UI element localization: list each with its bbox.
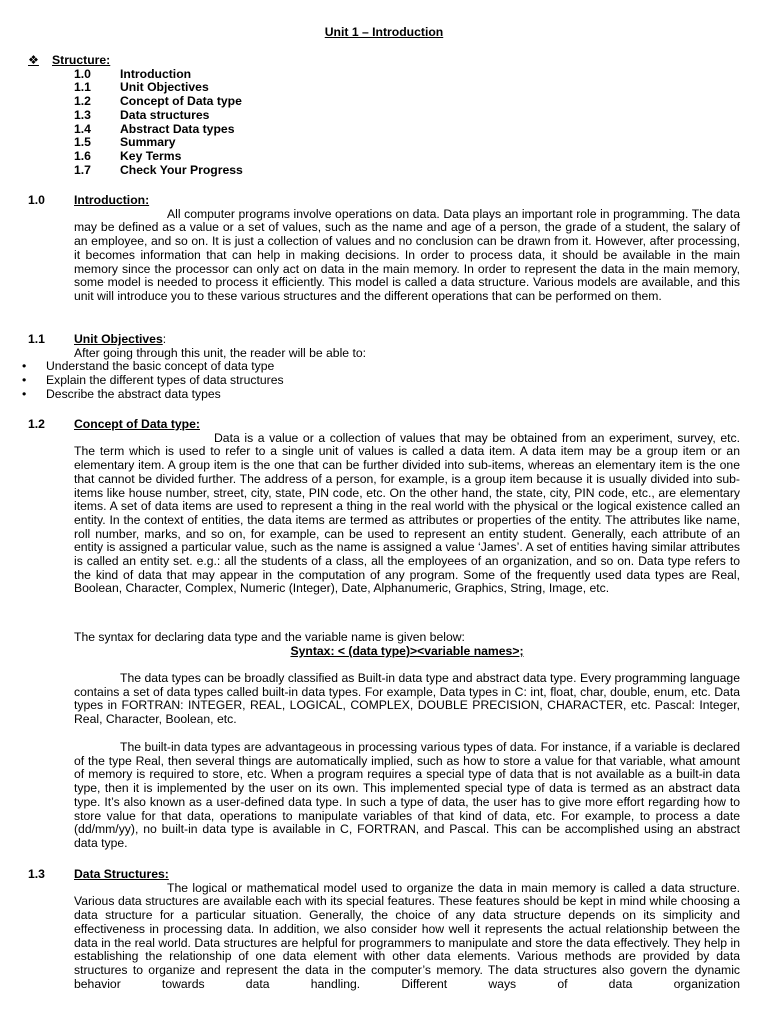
toc-number: 1.6 (74, 148, 91, 163)
section-introduction (28, 194, 740, 304)
toc-item (28, 164, 428, 178)
bullet-dot-icon: • (22, 359, 27, 374)
list-item-text: Describe the abstract data types (46, 386, 221, 401)
objectives-list (0, 360, 740, 401)
paragraph-builtin-types: The data types can be broadly classified as Built-in data type and abstract data type. Every programming language contains a set of data types called built-in data types. For example, Data types in C: int, float, char, double, enum, etc. Data types in FORTRAN: INTEGER, REAL, LOGICAL, COMPLEX, DOUBLE PRECISION, CHARACTER, etc. Pascal: Integer, Real, Character, Boolean, etc. (74, 671, 740, 727)
toc-item (28, 109, 428, 123)
bullet-dot-icon: • (22, 373, 27, 388)
toc-number: 1.1 (74, 80, 91, 95)
section-body: Data is a value or a collection of values that may be obtained from an experiment, survey, etc. The term which is used to refer to a single unit of values is called a data item. A data item may be a group item or an elementary item. A group item is the one that can be further divided into sub-items, whereas an elementary item is the one that cannot be divided further. The address of a person, for example, is a group item because it is usually divided into sub-items like house number, street, city, state, PIN code, etc. On the other hand, the state, city, PIN code, etc., are elementary items. A set of data items are used to represent a thing in the real world with the physical or the logical existence called an entity. In the context of entities, the data items are termed as attributes or properties of the entity. The attributes like name, roll number, marks, and so on, for example, can be used to represent an entity student. Generally, each attribute of an entity is assigned a particular value, such as the name is assigned a value ‘James’. A set of entities having similar attributes is called an entity set. e.g.: all the students of a class, all the employees of an organization, and so on. Data type refers to the kind of data that may appear in the computation of any program. Some of the frequently used data types are Real, Boolean, Character, Complex, Numeric (Integer), Date, Alphanumeric, Graphics, String, Image, etc. (74, 430, 740, 596)
syntax-lead: The syntax for declaring data type and the variable name is given below: (74, 630, 465, 644)
section-heading (28, 333, 740, 347)
section-title: Concept of Data type: (74, 417, 200, 431)
diamond-bullet-icon: ❖ (28, 53, 39, 67)
section-body: All computer programs involve operations on data. Data plays an important role in programming. The data may be defined as a value or a set of values, such as the name and age of a person, the grade of a student, the salary of an employee, and so on. It is just a collection of values and no conclusion can be drawn from it. However, after processing, it becomes information that can help in making decisions. In order to process data, it should be available in the main memory since the processor can only act on data in the main memory. In order to represent the data in the main memory, some model is needed to process it efficiently. This model is called a data structure. Various models are available, and this unit will introduce you to these various structures and the different operations that can be performed on them. (74, 206, 740, 303)
toc-label: Unit Objectives (120, 80, 209, 95)
structure-heading-text: Structure: (52, 53, 111, 67)
section-body: The logical or mathematical model used to organize the data in main memory is called a data structure. Various data structures are available each with its special features. These features should be kept in mind while choosing a data structure for a particular situation. Generally, the choice of any data structure depends on its simplicity and effectiveness in processing data. In addition, we also consider how well it represents the actual relationship between the data in the real world. Data structures are helpful for programmers to manipulate and store the data effectively. They help in establishing the relationship of one data element with other data elements. Various methods are provided by data structures to organize and represent the data in the computer’s memory. The data structures also govern the dynamic behavior towards data handling. Different ways of data organization (74, 880, 740, 991)
structure-list (28, 54, 428, 177)
list-item-text: Explain the different types of data structures (46, 373, 284, 388)
section-data-type (28, 418, 740, 596)
toc-number: 1.3 (74, 107, 91, 122)
toc-number: 1.2 (74, 94, 91, 109)
syntax-line: Syntax: < (data type)><variable names>; (290, 644, 524, 658)
toc-number: 1.0 (74, 66, 91, 81)
toc-label: Introduction (120, 66, 192, 81)
toc-label: Key Terms (120, 148, 182, 163)
toc-number: 1.7 (74, 162, 91, 177)
list-item-text: Understand the basic concept of data type (46, 359, 275, 374)
toc-item (28, 150, 428, 164)
toc-item (28, 81, 428, 95)
toc-number: 1.4 (74, 121, 91, 136)
section-number: 1.3 (28, 867, 45, 881)
section-title-colon: : (162, 332, 167, 346)
page-title: Unit 1 – Introduction (324, 25, 444, 39)
section-number: 1.1 (28, 332, 45, 346)
section-number: 1.2 (28, 417, 45, 431)
section-data-structures (28, 868, 740, 991)
section-objectives (22, 332, 740, 402)
objectives-lead: After going through this unit, the reader will be able to: (74, 345, 367, 360)
toc-item (28, 95, 428, 109)
toc-item (28, 136, 428, 150)
toc-label: Data structures (120, 107, 210, 122)
section-title: Introduction: (74, 193, 150, 207)
toc-label: Check Your Progress (120, 162, 243, 177)
bullet-dot-icon: • (22, 386, 27, 401)
toc-label: Summary (120, 135, 176, 150)
section-title: Unit Objectives (74, 332, 163, 346)
toc-item (28, 68, 428, 82)
section-heading (28, 868, 740, 882)
list-item (0, 374, 740, 388)
structure-heading (28, 54, 428, 68)
section-number: 1.0 (28, 193, 45, 207)
paragraph-abstract-types: The built-in data types are advantageous in processing various types of data. For instance, if a variable is declared of the type Real, then several things are automatically implied, such as how to store a value for that variable, what amount of memory is required to store, etc. When a program requires a special type of data that is not available as a built-in data type, then it is implemented by the user on its own. This implemented special type of data is termed as an abstract data type. It’s also known as a user-defined data type. In such a type of data, the user has to give more effort regarding how to store value for that data, operations to manipulate variables of that kind of data, etc. For example, to process a date (dd/mm/yy), no built-in data type is available in C, FORTRAN, and Pascal. This can be accomplished using an abstract data type. (74, 740, 740, 850)
section-heading (28, 418, 740, 432)
toc-label: Concept of Data type (120, 94, 242, 109)
toc-item (28, 123, 428, 137)
section-title: Data Structures: (74, 867, 169, 881)
toc-number: 1.5 (74, 135, 91, 150)
section-heading (28, 194, 740, 208)
toc-label: Abstract Data types (120, 121, 235, 136)
list-item (0, 360, 740, 374)
list-item (0, 388, 740, 402)
